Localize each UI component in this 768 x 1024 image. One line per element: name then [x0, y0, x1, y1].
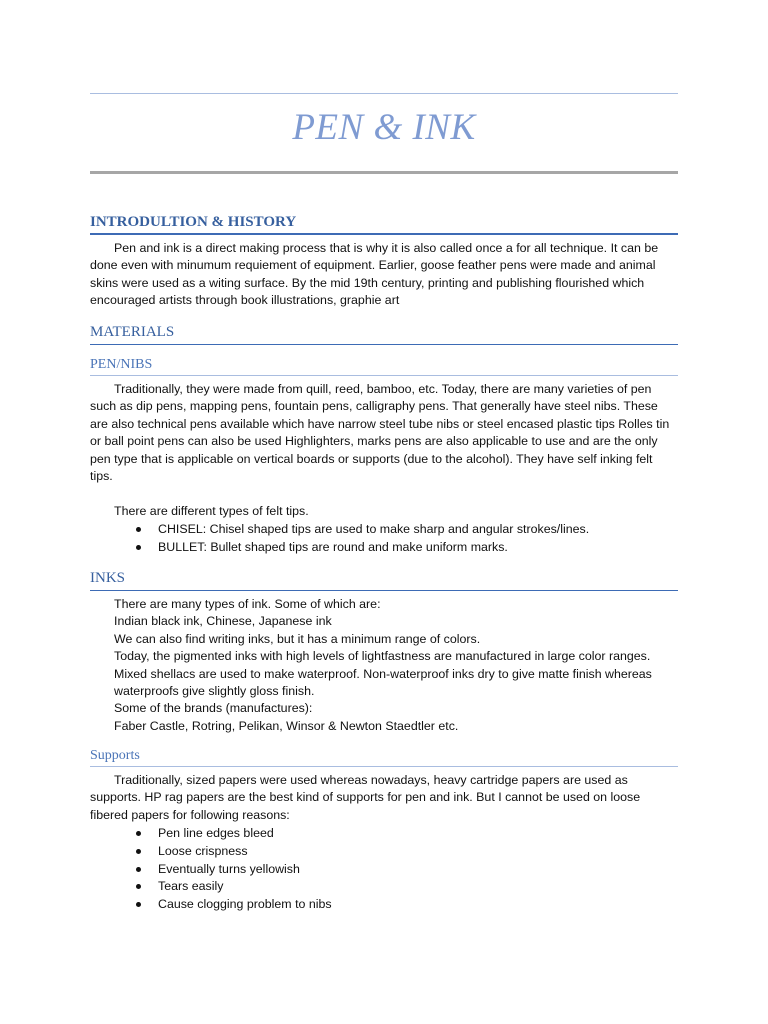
inks-line: There are many types of ink. Some of which are:	[114, 597, 381, 611]
header-rule	[90, 93, 678, 94]
inks-line: Mixed shellacs are used to make waterproof. Non-waterproof inks dry to give matte finish whereas waterproofs give slightly gloss finish.	[114, 666, 652, 699]
heading-inks: INKS	[90, 571, 678, 591]
list-item: Pen line edges bleed	[134, 825, 332, 843]
inks-block	[90, 596, 678, 735]
list-item: Cause clogging problem to nibs	[134, 896, 332, 914]
heading-introduction: INTRODULTION & HISTORY	[90, 215, 678, 235]
list-item: Eventually turns yellowish	[134, 861, 332, 879]
pen-nibs-paragraph: Traditionally, they were made from quill, reed, bamboo, etc. Today, there are many varieties of pen such as dip pens, mapping pens, fountain pens, calligraphy pens. That generally have steel nibs. These are also technical pens available which have narrow steel tube nibs or steel encased plastic tips Rolles tin or ball point pens can also be used Highlighters, marks pens are also applicable to use and are the only pen type that is applicable on vertical boards or supports (due to the alcohol). They have self inking felt tips.	[90, 382, 670, 484]
inks-line: Faber Castle, Rotring, Pelikan, Winsor & Newton Staedtler etc.	[114, 718, 459, 733]
list-item: Tears easily	[134, 878, 332, 896]
list-item: Loose crispness	[134, 843, 332, 861]
title-rule	[90, 171, 678, 174]
supports-paragraph: Traditionally, sized papers were used whereas nowadays, heavy cartridge papers are used as supports. HP rag papers are the best kind of supports for pen and ink. But I cannot be used on loose fibered papers for following reasons:	[90, 773, 641, 822]
list-item: CHISEL: Chisel shaped tips are used to make sharp and angular strokes/lines.	[134, 521, 589, 539]
document-title: PEN & INK	[292, 107, 476, 148]
felt-tips-intro: There are different types of felt tips.	[114, 504, 309, 518]
list-item: BULLET: Bullet shaped tips are round and make uniform marks.	[134, 539, 589, 557]
felt-tips-list	[134, 521, 589, 557]
heading-pen-nibs: PEN/NIBS	[90, 358, 678, 376]
supports-reasons-list	[134, 825, 332, 914]
heading-supports: Supports	[90, 749, 678, 767]
inks-line: Indian black ink, Chinese, Japanese ink	[114, 614, 332, 629]
inks-line: We can also find writing inks, but it has a minimum range of colors.	[114, 631, 481, 646]
inks-line: Today, the pigmented inks with high levels of lightfastness are manufactured in large color ranges.	[114, 649, 651, 664]
inks-line: Some of the brands (manufactures):	[114, 701, 313, 716]
intro-paragraph: Pen and ink is a direct making process that is why it is also called once a for all technique. It can be done even with minumum requiement of equipment. Earlier, goose feather pens were made and animal skins were used as a witing surface. By the mid 19th century, printing and publishing flourished which encouraged artists through book illustrations, graphie art	[90, 241, 659, 308]
heading-materials: MATERIALS	[90, 325, 678, 345]
